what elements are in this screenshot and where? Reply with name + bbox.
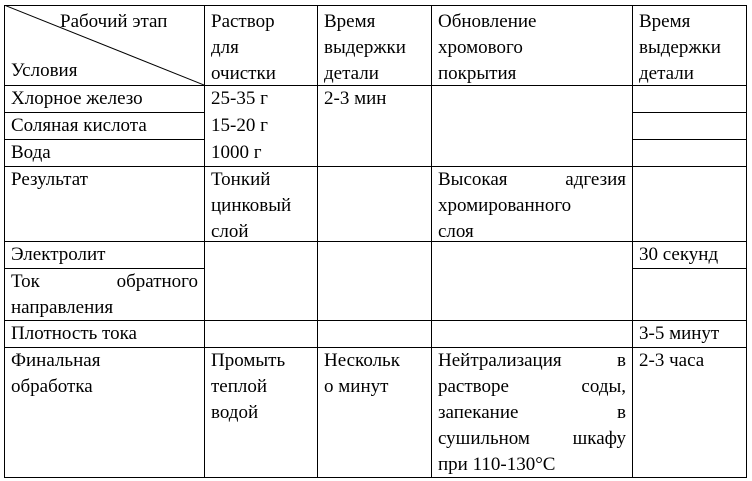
header-cleaning-solution: Раствор для очистки [211, 11, 276, 84]
row-divider [632, 268, 747, 269]
row-label-electrolyte: Электролит [11, 244, 106, 265]
value-ferric-chloride-amount: 25-35 г [211, 88, 268, 109]
table-border-right [746, 5, 747, 478]
row-divider [632, 139, 747, 140]
value-final-hold-time-2: 2-3 часа [639, 350, 705, 371]
value-water-amount: 1000 г [211, 142, 262, 163]
row-label-reverse-current: Ток обратного направления [11, 271, 198, 318]
row-divider [632, 112, 747, 113]
value-reagent-hold-time: 2-3 мин [324, 88, 387, 109]
row-label-ferric-chloride: Хлорное железо [11, 88, 143, 109]
header-stage-label: Рабочий этап [60, 11, 168, 32]
header-chrome-renewal: Обновление хромового покрытия [438, 11, 537, 84]
value-final-chrome: Нейтрализация в растворе соды, запекание в сушильном шкафу при 110-130°С [438, 350, 626, 475]
value-final-cleaning: Промыть теплой водой [211, 350, 286, 423]
header-hold-time-2: Время выдержки детали [639, 11, 721, 84]
value-final-hold-time-1: Нескольк о минут [324, 350, 400, 397]
value-electrolyte-hold-time: 30 секунд [639, 244, 719, 265]
process-table [4, 5, 747, 478]
row-label-hydrochloric-acid: Соляная кислота [11, 115, 147, 136]
row-label-final-treatment: Финальная обработка [11, 350, 101, 397]
value-current-density-hold-time: 3-5 минут [639, 323, 720, 344]
row-label-water: Вода [11, 142, 51, 163]
row-label-current-density: Плотность тока [11, 323, 137, 344]
row-label-result: Результат [11, 169, 88, 190]
header-hold-time-1: Время выдержки детали [324, 11, 406, 84]
value-hydrochloric-acid-amount: 15-20 г [211, 115, 268, 136]
header-conditions-label: Условия [11, 60, 78, 81]
value-result-chrome: Высокая адгезия хромированного слоя [438, 169, 626, 242]
value-result-cleaning: Тонкий цинковый слой [211, 169, 292, 242]
table-border-bottom [4, 477, 747, 478]
